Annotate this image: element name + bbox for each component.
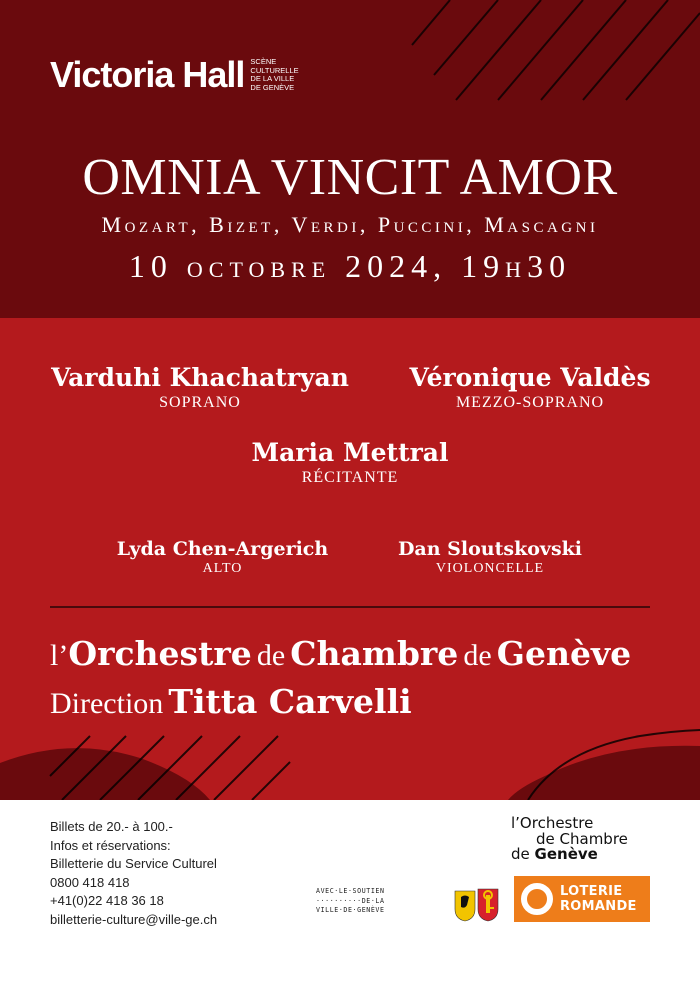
performer-soprano: [40, 364, 360, 411]
performer-recitante: [200, 439, 500, 486]
orchestra-name: [50, 632, 631, 682]
event-composers: Mozart, Bizet, Verdi, Puccini, Mascagni: [101, 212, 599, 237]
performer-name: Dan Sloutskovski: [397, 538, 583, 560]
support-line: VILLE·DE·GENÈVE: [316, 906, 385, 914]
conductor-name: Titta Carvelli: [168, 682, 412, 721]
geneva-coat-of-arms-icon: [452, 885, 502, 923]
header-band: [0, 0, 700, 318]
orchestra-word: Chambre: [290, 634, 459, 673]
performer-name: Maria Mettral: [251, 438, 449, 467]
city-support-text: [316, 887, 385, 916]
event-date: 10 octobre 2024, 19h30: [128, 248, 572, 284]
performer-role: MEZZO-SOPRANO: [455, 393, 605, 411]
orchestre-de-chambre-logo: [511, 816, 628, 863]
event-title: OMNIA VINCIT AMOR: [82, 149, 618, 206]
support-line: AVEC·LE·SOUTIEN: [316, 887, 385, 895]
ocg-logo-line: de Chambre: [536, 829, 628, 848]
orchestra-word: Orchestre: [68, 634, 252, 673]
email-address: billetterie-culture@ville-ge.ch: [50, 911, 218, 927]
section-divider: [50, 606, 650, 608]
support-line: ··········DE·LA: [316, 896, 385, 905]
performer-violoncelle: [370, 539, 610, 576]
venue-name: Victoria Hall: [50, 54, 245, 95]
venue-tagline: [250, 58, 320, 92]
performer-alto: [95, 539, 350, 576]
venue-tagline-line: DE GENÈVE: [250, 82, 295, 92]
loterie-text: [560, 884, 637, 914]
venue-tagline-line: CULTURELLE: [250, 65, 299, 75]
performer-role: RÉCITANTE: [301, 468, 399, 486]
ocg-logo-word: Genève: [534, 845, 598, 863]
loterie-line: ROMANDE: [560, 899, 637, 914]
performer-name: Varduhi Khachatryan: [51, 363, 349, 392]
venue-tagline-line: SCÈNE: [250, 57, 277, 66]
direction-label: Direction: [50, 687, 164, 720]
venue-tagline-line: DE LA VILLE: [250, 74, 295, 83]
ocg-logo-line: l’Orchestre: [511, 814, 594, 832]
box-office: Billetterie du Service Culturel: [50, 856, 217, 872]
performer-mezzo-soprano: [380, 364, 680, 411]
phone-number: 0800 418 418: [50, 874, 130, 890]
ticket-info: [50, 818, 217, 930]
phone-number: +41(0)22 418 36 18: [50, 893, 164, 909]
orchestra-word: Genève: [496, 634, 632, 673]
info-heading: Infos et réservations:: [50, 837, 171, 853]
performer-role: SOPRANO: [159, 393, 241, 411]
ticket-price: Billets de 20.- à 100.-: [50, 819, 173, 834]
loterie-line: LOTERIE: [560, 884, 623, 899]
orchestra-connector: de: [463, 639, 492, 672]
performer-name: Lyda Chen-Argerich: [116, 538, 329, 560]
performer-role: VIOLONCELLE: [435, 560, 545, 576]
victoria-hall-logo: [50, 55, 320, 95]
performer-name: Véronique Valdès: [409, 363, 651, 392]
loterie-ring-icon: [520, 882, 554, 916]
performer-role: ALTO: [202, 560, 243, 576]
orchestra-prefix: l’: [50, 639, 69, 672]
ocg-logo-word: de: [511, 845, 530, 863]
ocg-logo-line: [511, 847, 628, 863]
loterie-romande-logo: [514, 876, 650, 922]
orchestra-connector: de: [256, 639, 286, 672]
conductor-line: [50, 680, 412, 730]
